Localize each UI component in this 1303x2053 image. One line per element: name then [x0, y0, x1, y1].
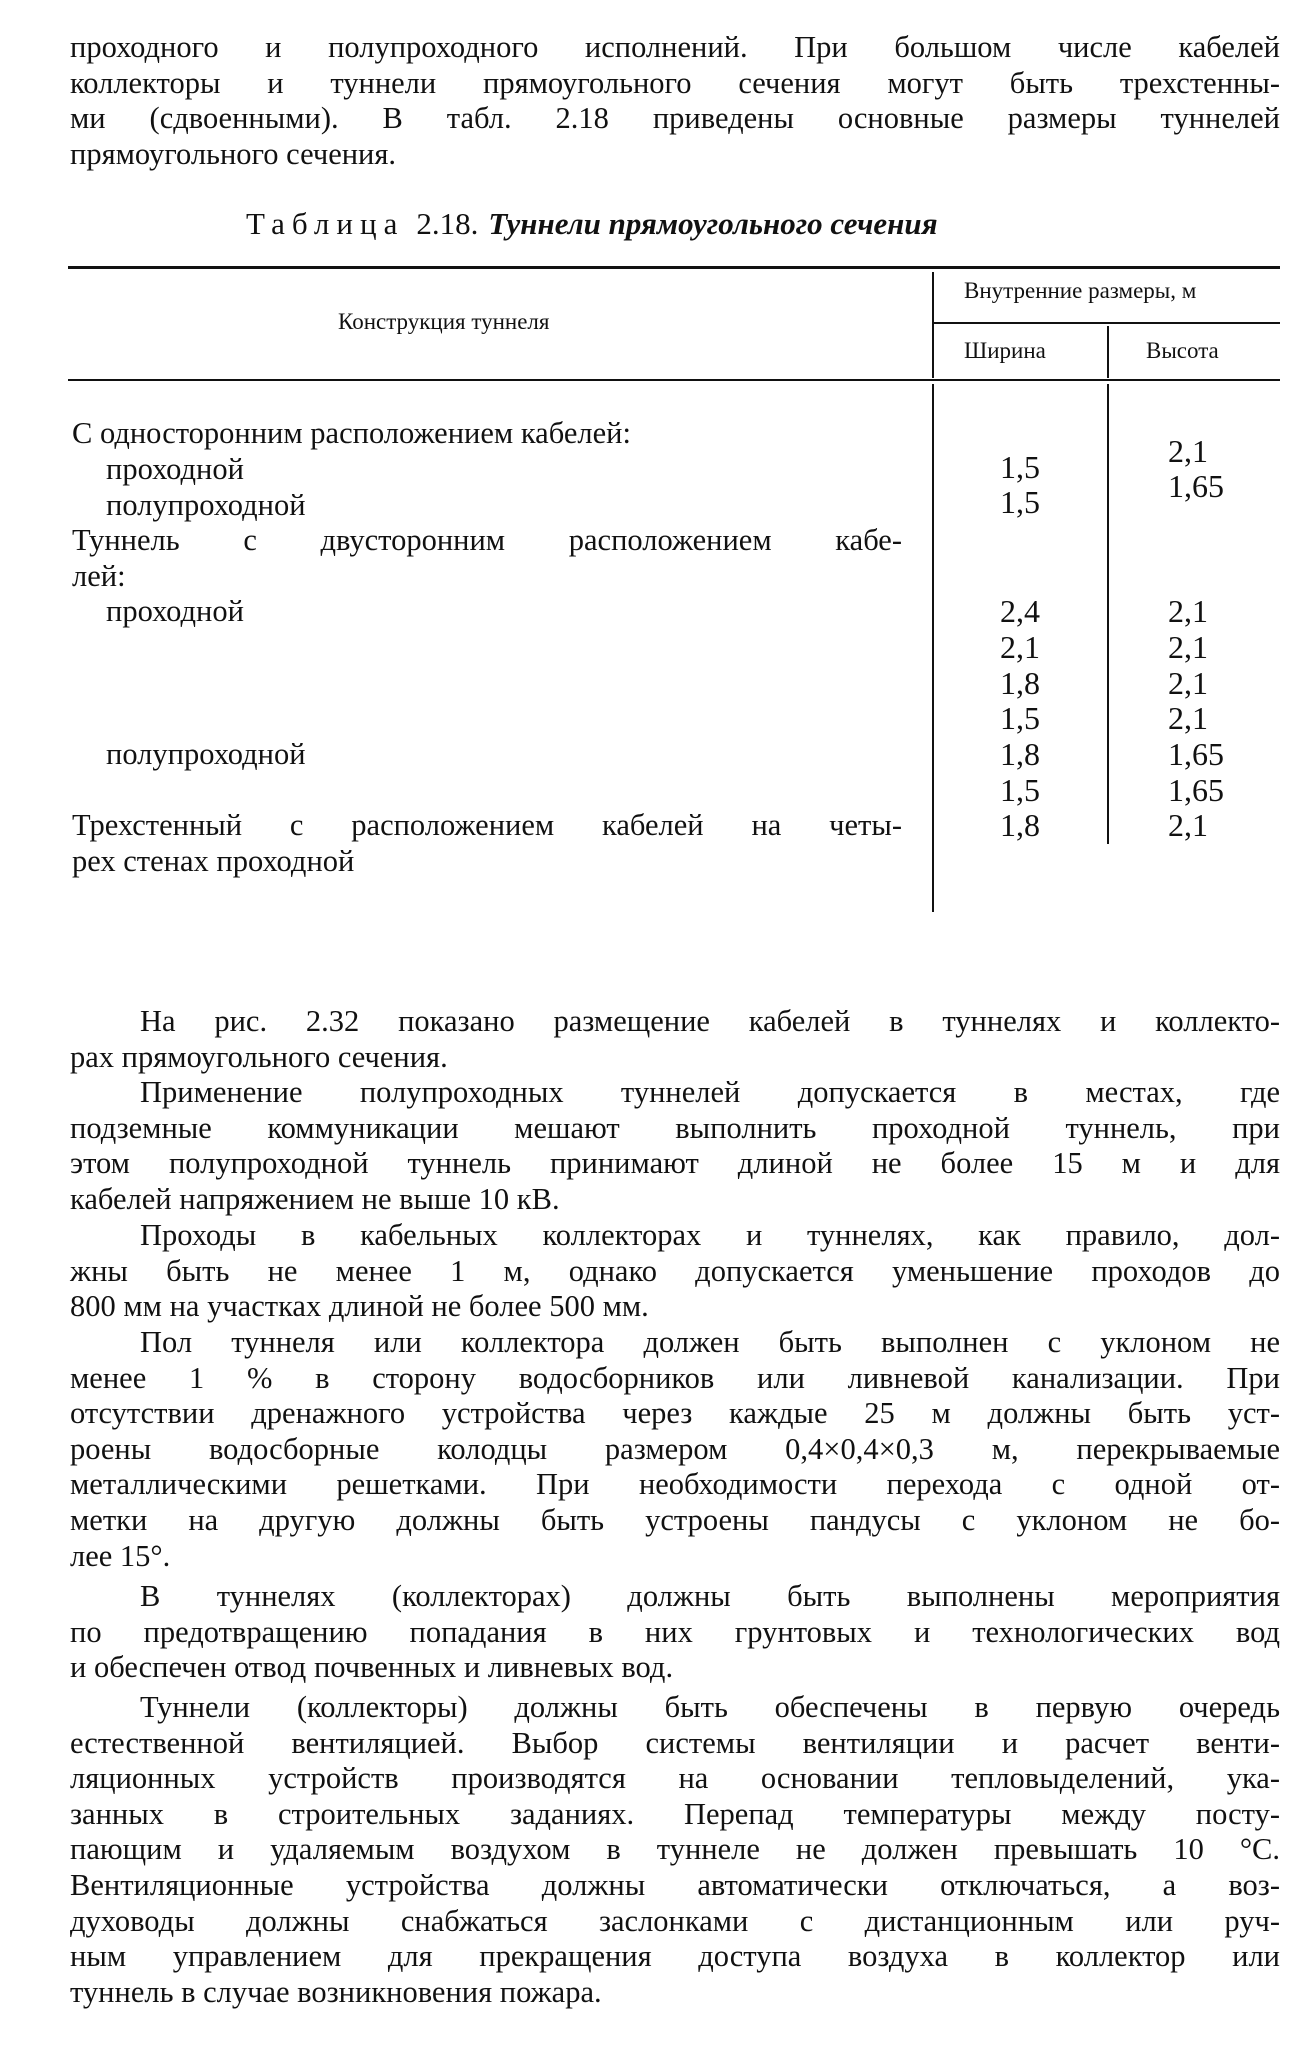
text-line: металлическими решетками. При необходимости перехода с одной от-	[70, 1467, 1280, 1502]
width-cell: 1,5	[1000, 700, 1040, 736]
text-line: проходного и полупроходного исполнений. При большом числе кабелей	[70, 30, 1280, 64]
table-row-label: проходной	[106, 594, 244, 628]
text-line: ным управлением для прекращения доступа воздуха в коллектор или	[70, 1939, 1280, 1974]
header-width: Ширина	[964, 338, 1046, 363]
text-line: лее 15°.	[70, 1538, 171, 1573]
body-paragraph	[70, 1325, 1280, 1574]
text-line: и обеспечен отвод почвенных и ливневых вод.	[70, 1650, 674, 1685]
table-row-label: лей:	[72, 559, 126, 593]
width-cell: 2,1	[1000, 629, 1040, 665]
text-line: На рис. 2.32 показано размещение кабелей в туннелях и коллекто-	[140, 1004, 1280, 1038]
header-col-divider	[932, 272, 934, 378]
header-inner-sizes: Внутренние размеры, м	[964, 278, 1197, 303]
table-header-rule	[68, 379, 1280, 381]
text-line: 800 мм на участках длиной не более 500 мм.	[70, 1289, 649, 1324]
height-cell: 2,1	[1168, 665, 1208, 701]
height-cell: 2,1	[1168, 807, 1208, 843]
width-cell: 1,5	[1000, 449, 1040, 485]
height-cell: 2,1	[1168, 433, 1208, 469]
text-line: рах прямоугольного сечения.	[70, 1039, 448, 1074]
table-row-label: полупроходной	[106, 737, 306, 771]
text-line: духоводы должны снабжаться заслонками с дистанционным или руч-	[70, 1903, 1280, 1938]
text-line: Туннели (коллекторы) должны быть обеспечены в первую очередь	[140, 1690, 1280, 1724]
text-line: отсутствии дренажного устройства через каждые 25 м должны быть уст-	[70, 1396, 1280, 1431]
body-paragraph	[70, 1690, 1280, 2010]
table-row-label: Трехстенный с расположением кабелей на четы-	[72, 808, 902, 842]
text-line: естественной вентиляцией. Выбор системы вентиляции и расчет венти-	[70, 1725, 1280, 1760]
height-cell: 2,1	[1168, 593, 1208, 629]
height-cell: 2,1	[1168, 700, 1208, 736]
body-col-divider-2	[1107, 384, 1109, 844]
caption-title: Туннели прямоугольного сечения	[488, 206, 938, 241]
width-cell: 1,8	[1000, 807, 1040, 843]
text-line: занных в строительных заданиях. Перепад температуры между посту-	[70, 1796, 1280, 1831]
header-construction: Конструкция туннеля	[338, 309, 550, 334]
body-col-divider-1	[932, 384, 934, 912]
text-line: жны быть не менее 1 м, однако допускается уменьшение проходов до	[70, 1253, 1280, 1288]
body-paragraph	[70, 1218, 1280, 1325]
table-row-label: С односторонним расположением кабелей:	[72, 416, 631, 450]
header-height: Высота	[1146, 338, 1219, 363]
text-line: Пол туннеля или коллектора должен быть выполнен с уклоном не	[140, 1325, 1280, 1359]
text-line: ми (сдвоенными). В табл. 2.18 приведены основные размеры туннелей	[70, 101, 1280, 136]
table-row-label: рех стенах проходной	[72, 844, 355, 878]
table-caption	[246, 206, 938, 242]
subheader-rule	[934, 322, 1280, 324]
text-line: коллекторы и туннели прямоугольного сечения могут быть трехстенны-	[70, 65, 1280, 100]
text-line: по предотвращению попадания в них грунтовых и технологических вод	[70, 1614, 1280, 1649]
table-top-rule	[68, 266, 1280, 269]
width-cell: 1,5	[1000, 772, 1040, 808]
text-line: подземные коммуникации мешают выполнить проходной туннель, при	[70, 1110, 1280, 1145]
text-line: метки на другую должны быть устроены пандусы с уклоном не бо-	[70, 1502, 1280, 1537]
text-line: Проходы в кабельных коллекторах и туннелях, как правило, дол-	[140, 1218, 1280, 1252]
text-line: ляционных устройств производятся на основании тепловыделений, ука-	[70, 1761, 1280, 1796]
width-cell: 1,8	[1000, 736, 1040, 772]
caption-label: Таблица	[246, 206, 405, 241]
height-cell: 1,65	[1168, 468, 1224, 504]
width-cell: 2,4	[1000, 593, 1040, 629]
subheader-col-divider	[1107, 326, 1109, 378]
height-cell: 1,65	[1168, 772, 1224, 808]
caption-number: 2.18.	[416, 206, 479, 241]
text-line: этом полупроходной туннель принимают длиной не более 15 м и для	[70, 1146, 1280, 1181]
intro-paragraph	[70, 30, 1280, 172]
text-line: кабелей напряжением не выше 10 кВ.	[70, 1181, 560, 1216]
height-cell: 2,1	[1168, 629, 1208, 665]
body-paragraph	[70, 1075, 1280, 1217]
table-row-label: Туннель с двусторонним расположением кабе-	[72, 523, 902, 557]
text-line: туннель в случае возникновения пожара.	[70, 1974, 602, 2009]
table-row-label: полупроходной	[106, 488, 306, 522]
text-line: В туннелях (коллекторах) должны быть выполнены мероприятия	[140, 1579, 1280, 1613]
body-paragraph	[70, 1579, 1280, 1686]
text-line: менее 1 % в сторону водосборников или ливневой канализации. При	[70, 1360, 1280, 1395]
width-cell: 1,8	[1000, 665, 1040, 701]
text-line: пающим и удаляемым воздухом в туннеле не должен превышать 10 °С.	[70, 1832, 1280, 1867]
body-paragraph	[70, 1004, 1280, 1075]
width-cell: 1,5	[1000, 484, 1040, 520]
text-line: прямоугольного сечения.	[70, 136, 397, 171]
text-line: Вентиляционные устройства должны автоматически отключаться, а воз-	[70, 1867, 1280, 1902]
text-line: Применение полупроходных туннелей допускается в местах, где	[140, 1075, 1280, 1109]
table-row-label: проходной	[106, 452, 244, 486]
text-line: роены водосборные колодцы размером 0,4×0,4×0,3 м, перекрываемые	[70, 1431, 1280, 1466]
height-cell: 1,65	[1168, 736, 1224, 772]
